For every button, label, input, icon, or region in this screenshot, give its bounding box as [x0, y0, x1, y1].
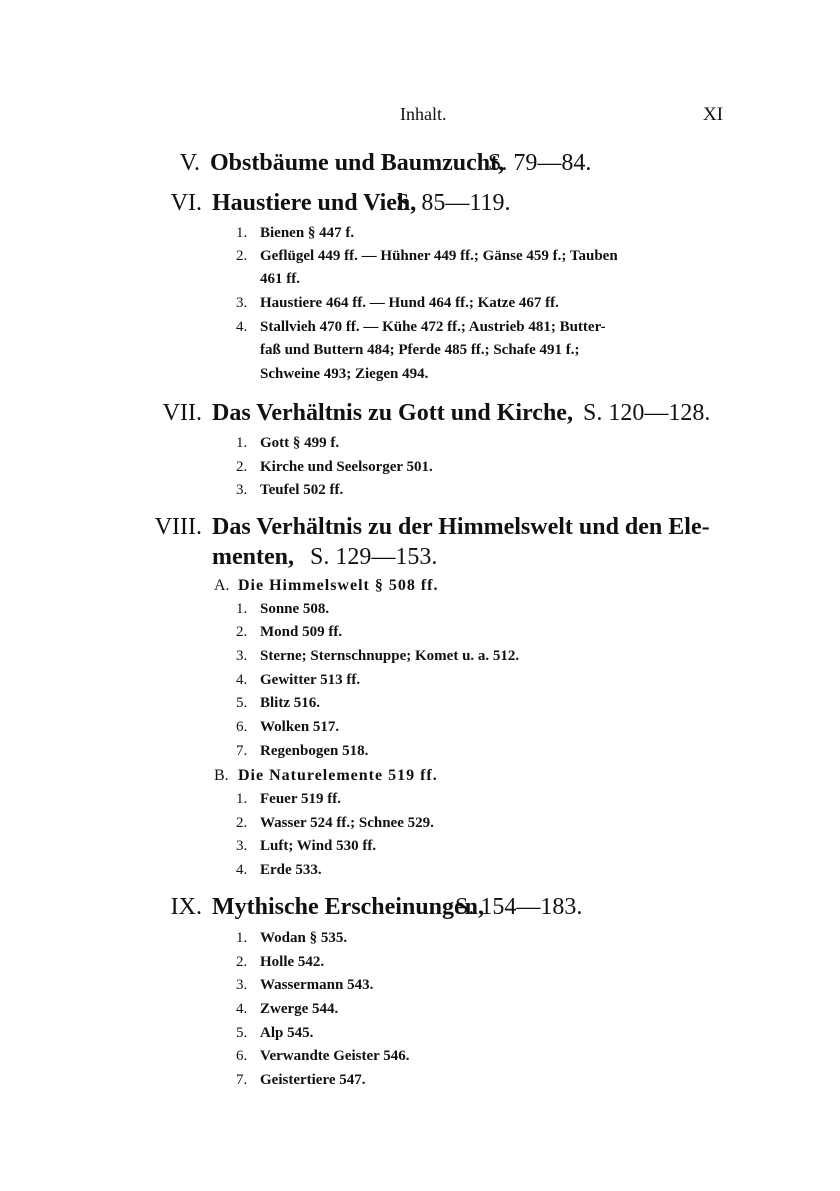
section-number: VIII.	[154, 514, 202, 540]
page-number: XI	[703, 104, 724, 125]
section-number: VII.	[162, 400, 202, 426]
list-item: 5. Blitz 516.	[236, 695, 320, 711]
section-title: Das Verhältnis zu Gott und Kirche,	[212, 400, 573, 426]
list-item-continuation: 461 ff.	[260, 271, 300, 287]
list-item: 3. Sterne; Sternschnuppe; Komet u. a. 512.	[236, 648, 520, 664]
list-item: 4. Gewitter 513 ff.	[236, 672, 361, 688]
list-item: 1. Feuer 519 ff.	[236, 791, 341, 807]
list-item: 1. Sonne 508.	[236, 601, 330, 617]
list-item: 1. Gott § 499 f.	[236, 435, 340, 451]
list-item: 2. Holle 542.	[236, 954, 325, 970]
list-item: 3. Teufel 502 ff.	[236, 482, 344, 498]
section-pages: S. 120—128.	[583, 400, 711, 426]
list-item: 6. Verwandte Geister 546.	[236, 1048, 410, 1064]
list-item: 3. Luft; Wind 530 ff.	[236, 838, 377, 854]
section-pages: S. 85—119.	[396, 190, 511, 216]
section-title: Mythische Erscheinungen,	[212, 894, 485, 920]
list-item: 2. Wasser 524 ff.; Schnee 529.	[236, 815, 434, 831]
list-item-continuation: Schweine 493; Ziegen 494.	[260, 366, 429, 382]
list-item: 4. Zwerge 544.	[236, 1001, 339, 1017]
section-title: Das Verhältnis zu der Himmelswelt und den Ele-	[212, 514, 710, 540]
list-item-continuation: faß und Buttern 484; Pferde 485 ff.; Schafe 491 f.;	[260, 342, 580, 358]
list-item: 1. Bienen § 447 f.	[236, 225, 355, 241]
section-number: V.	[179, 150, 200, 176]
subsection-heading: B. Die Naturelemente 519 ff.	[214, 767, 438, 784]
running-title: Inhalt.	[400, 104, 447, 124]
list-item: 4. Stallvieh 470 ff. — Kühe 472 ff.; Austrieb 481; Butter-	[236, 319, 606, 335]
list-item: 3. Haustiere 464 ff. — Hund 464 ff.; Katze 467 ff.	[236, 295, 559, 311]
section-title: Haustiere und Vieh,	[212, 190, 417, 216]
page-header	[0, 104, 840, 132]
list-item: 7. Regenbogen 518.	[236, 743, 369, 759]
section-number: IX.	[170, 894, 202, 920]
list-item: 6. Wolken 517.	[236, 719, 340, 735]
list-item: 4. Erde 533.	[236, 862, 322, 878]
section-pages: S. 129—153.	[310, 544, 438, 570]
section-title: Obstbäume und Baumzucht,	[210, 150, 505, 176]
section-number: VI.	[170, 190, 202, 216]
section-pages: S. 79—84.	[488, 150, 592, 176]
subsection-heading: A. Die Himmelswelt § 508 ff.	[214, 577, 439, 594]
list-item: 7. Geistertiere 547.	[236, 1072, 366, 1088]
list-item: 3. Wassermann 543.	[236, 977, 374, 993]
list-item: 2. Geflügel 449 ff. — Hühner 449 ff.; Gänse 459 f.; Tauben	[236, 248, 618, 264]
section-title-continuation: menten,	[212, 544, 294, 570]
list-item: 2. Mond 509 ff.	[236, 624, 343, 640]
list-item: 2. Kirche und Seelsorger 501.	[236, 459, 433, 475]
section-pages: S. 154—183.	[455, 894, 583, 920]
list-item: 5. Alp 545.	[236, 1025, 314, 1041]
list-item: 1. Wodan § 535.	[236, 930, 348, 946]
